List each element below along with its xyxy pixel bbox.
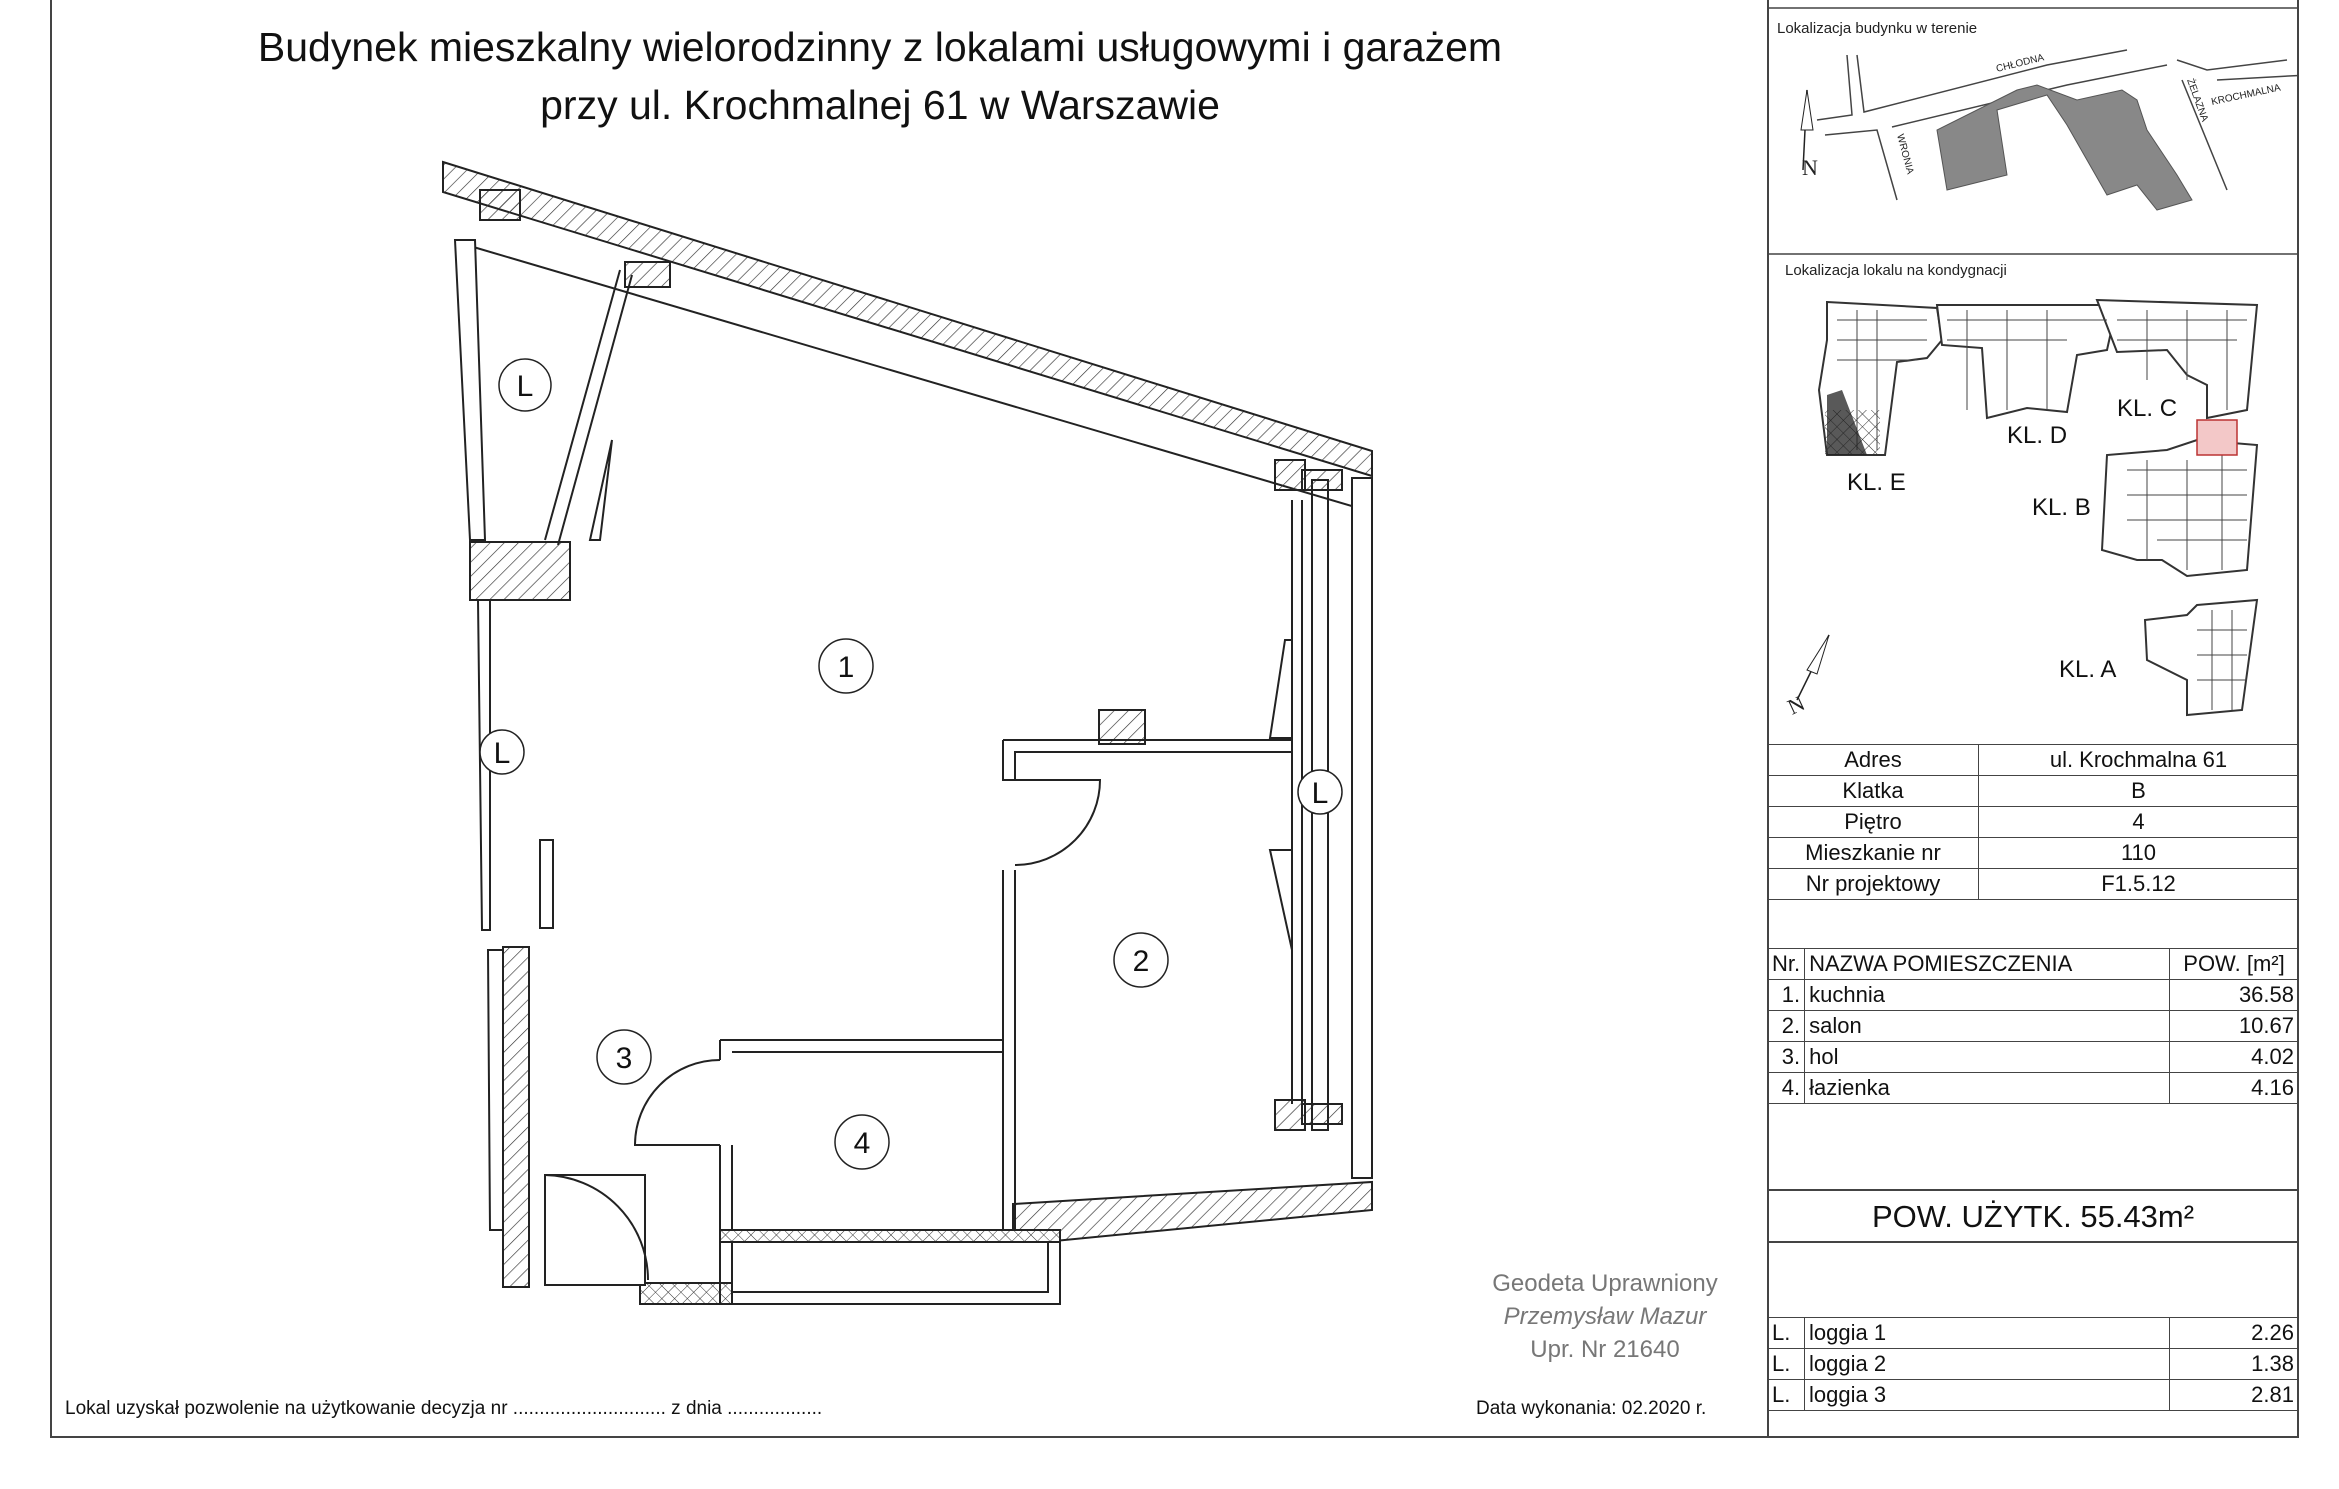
rooms-table xyxy=(1767,948,2299,1104)
room-area: 36.58 xyxy=(2170,980,2299,1011)
loggia-code: L. xyxy=(1768,1349,1805,1380)
header-area: POW. [m²] xyxy=(2170,949,2299,980)
address-row xyxy=(1768,869,2299,900)
room-name: hol xyxy=(1805,1042,2170,1073)
header-nr: Nr. xyxy=(1768,949,1805,980)
address-row xyxy=(1768,745,2299,776)
project-no-value: F1.5.12 xyxy=(1979,869,2299,900)
loggia-name: loggia 1 xyxy=(1805,1318,2170,1349)
address-row xyxy=(1768,838,2299,869)
stairwell-value: B xyxy=(1979,776,2299,807)
permit-note: Lokal uzyskał pozwolenie na użytkowanie decyzja nr ............................. z dnia .................. xyxy=(65,1398,823,1419)
loggia-code: L. xyxy=(1768,1318,1805,1349)
stairwell-b: KL. B xyxy=(2032,494,2091,521)
apartment-highlight xyxy=(2197,420,2237,455)
wall-bottom xyxy=(1013,1182,1372,1245)
table-row xyxy=(1768,1318,2299,1349)
wall-left xyxy=(503,947,529,1287)
stairwell-c: KL. C xyxy=(2117,395,2178,422)
address-value: ul. Krochmalna 61 xyxy=(1979,745,2299,776)
room-nr: 2. xyxy=(1768,1011,1805,1042)
room-area: 4.02 xyxy=(2170,1042,2299,1073)
wall-top xyxy=(443,162,1372,476)
table-row xyxy=(1768,980,2299,1011)
address-label: Adres xyxy=(1768,745,1979,776)
north-arrow-location: N xyxy=(1802,155,1818,180)
room-name: kuchnia xyxy=(1805,980,2170,1011)
room-3-label: 3 xyxy=(615,1042,633,1075)
room-nr: 1. xyxy=(1768,980,1805,1011)
street-label-chlodna: CHŁODNA xyxy=(1995,52,2046,75)
table-row xyxy=(1768,1042,2299,1073)
street-label-krochmalna: KROCHMALNA xyxy=(2210,82,2282,108)
table-row xyxy=(1768,1349,2299,1380)
address-table xyxy=(1767,744,2299,900)
room-1-label: 1 xyxy=(837,651,855,684)
north-arrow-floor: N xyxy=(1783,690,1809,720)
floor-map xyxy=(1767,280,2299,740)
location-map-caption: Lokalizacja budynku w terenie xyxy=(1777,20,1978,37)
loggia-area: 2.81 xyxy=(2170,1380,2299,1411)
floor-value: 4 xyxy=(1979,807,2299,838)
room-nr: 3. xyxy=(1768,1042,1805,1073)
header-name: NAZWA POMIESZCZENIA xyxy=(1805,949,2170,980)
surveyor-stamp xyxy=(1455,1267,1755,1366)
loggia-code: L. xyxy=(1768,1380,1805,1411)
project-no-label: Nr projektowy xyxy=(1768,869,1979,900)
surveyor-license: Upr. Nr 21640 xyxy=(1530,1336,1680,1363)
loggia-1-label: L xyxy=(516,370,534,403)
apartment-no-label: Mieszkanie nr xyxy=(1768,838,1979,869)
loggias-table xyxy=(1767,1317,2299,1411)
loggia-name: loggia 2 xyxy=(1805,1349,2170,1380)
title-line-1: Budynek mieszkalny wielorodzinny z lokalami usługowymi i garażem xyxy=(257,24,1503,70)
title-line-2: przy ul. Krochmalnej 61 w Warszawie xyxy=(540,82,1220,128)
stairwell-a: KL. A xyxy=(2059,656,2117,683)
wall-right xyxy=(1352,478,1372,1178)
total-area: POW. UŻYTK. 55.43m² xyxy=(1767,1189,2299,1243)
address-row xyxy=(1768,776,2299,807)
stairwell-d: KL. D xyxy=(2007,422,2068,449)
stairwell-label: Klatka xyxy=(1768,776,1979,807)
rooms-header xyxy=(1768,949,2299,980)
loggia-3-label: L xyxy=(1311,777,1329,810)
table-row xyxy=(1768,1380,2299,1411)
room-area: 4.16 xyxy=(2170,1073,2299,1104)
floor-map-caption: Lokalizacja lokalu na kondygnacji xyxy=(1785,262,2007,279)
loggia-area: 2.26 xyxy=(2170,1318,2299,1349)
loggia-2-label: L xyxy=(493,737,511,770)
address-row xyxy=(1768,807,2299,838)
loggia-area: 1.38 xyxy=(2170,1349,2299,1380)
room-2-label: 2 xyxy=(1132,945,1150,978)
room-4-label: 4 xyxy=(853,1127,871,1160)
table-row xyxy=(1768,1073,2299,1104)
loggia-name: loggia 3 xyxy=(1805,1380,2170,1411)
room-name: salon xyxy=(1805,1011,2170,1042)
room-nr: 4. xyxy=(1768,1073,1805,1104)
room-area: 10.67 xyxy=(2170,1011,2299,1042)
stairwell-e: KL. E xyxy=(1847,469,1906,496)
surveyor-title: Geodeta Uprawniony xyxy=(1492,1270,1718,1297)
location-map xyxy=(1767,0,2299,255)
table-row xyxy=(1768,1011,2299,1042)
surveyor-name: Przemysław Mazur xyxy=(1503,1303,1707,1330)
street-label-wronia: WRONIA xyxy=(1894,132,1916,176)
room-name: łazienka xyxy=(1805,1073,2170,1104)
apartment-no-value: 110 xyxy=(1979,838,2299,869)
street-label-zelazna: ŻELAZNA xyxy=(2184,77,2210,124)
floor-label: Piętro xyxy=(1768,807,1979,838)
execution-date: Data wykonania: 02.2020 r. xyxy=(1476,1398,1707,1419)
